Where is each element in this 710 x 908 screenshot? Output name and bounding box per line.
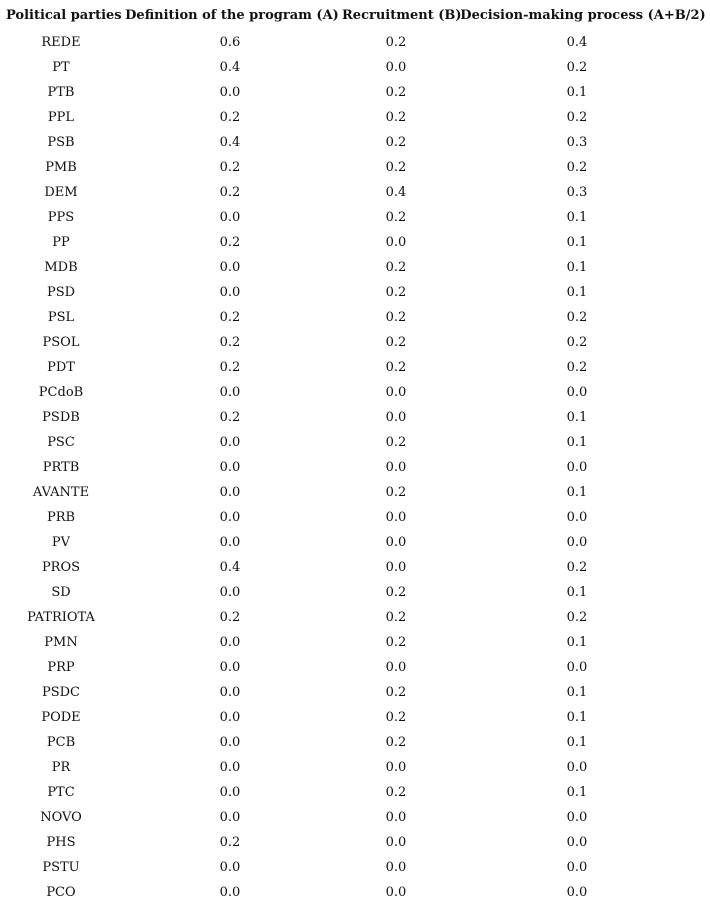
program-cell: 0.4: [219, 560, 241, 575]
decision-cell: 0.1: [566, 735, 588, 750]
recruitment-cell: 0.0: [385, 810, 407, 825]
recruitment-cell: 0.0: [385, 60, 407, 75]
decision-cell: 0.1: [566, 485, 588, 500]
program-cell: 0.0: [219, 285, 241, 300]
recruitment-cell: 0.2: [385, 260, 407, 275]
recruitment-cell: 0.0: [385, 885, 407, 900]
recruitment-cell: 0.0: [385, 560, 407, 575]
program-cell: 0.2: [219, 835, 241, 850]
table-row: [0, 505, 710, 530]
party-cell: PODE: [41, 710, 81, 725]
decision-cell: 0.1: [566, 435, 588, 450]
recruitment-cell: 0.2: [385, 435, 407, 450]
program-cell: 0.0: [219, 210, 241, 225]
party-cell: PPS: [47, 210, 75, 225]
table-row: [0, 805, 710, 830]
party-cell: PSB: [47, 135, 75, 150]
recruitment-cell: 0.2: [385, 735, 407, 750]
program-cell: 0.0: [219, 735, 241, 750]
decision-cell: 0.1: [566, 635, 588, 650]
decision-cell: 0.0: [566, 460, 588, 475]
party-cell: PROS: [41, 560, 81, 575]
table-row: [0, 55, 710, 80]
recruitment-cell: 0.2: [385, 335, 407, 350]
program-cell: 0.4: [219, 60, 241, 75]
program-cell: 0.0: [219, 860, 241, 875]
recruitment-cell: 0.0: [385, 760, 407, 775]
party-cell: PSDB: [42, 410, 80, 425]
table-header-row: [0, 0, 710, 30]
recruitment-cell: 0.0: [385, 510, 407, 525]
table-row: [0, 30, 710, 55]
recruitment-cell: 0.0: [385, 535, 407, 550]
decision-cell: 0.2: [566, 310, 588, 325]
recruitment-cell: 0.2: [385, 310, 407, 325]
table-row: [0, 580, 710, 605]
program-cell: 0.0: [219, 510, 241, 525]
table-row: [0, 555, 710, 580]
table-row: [0, 680, 710, 705]
program-cell: 0.0: [219, 460, 241, 475]
party-cell: PSDC: [41, 685, 81, 700]
program-cell: 0.0: [219, 885, 241, 900]
program-cell: 0.2: [219, 335, 241, 350]
program-cell: 0.0: [219, 385, 241, 400]
program-cell: 0.2: [219, 110, 241, 125]
decision-cell: 0.1: [566, 235, 588, 250]
party-cell: PPL: [47, 110, 75, 125]
program-cell: 0.0: [219, 785, 241, 800]
table-row: [0, 530, 710, 555]
party-cell: PCO: [46, 885, 76, 900]
recruitment-cell: 0.0: [385, 410, 407, 425]
decision-cell: 0.0: [566, 660, 588, 675]
table-row: [0, 155, 710, 180]
party-cell: MDB: [44, 260, 78, 275]
program-cell: 0.2: [219, 310, 241, 325]
decision-cell: 0.1: [566, 85, 588, 100]
party-cell: PSC: [47, 435, 75, 450]
table-row: [0, 105, 710, 130]
table-row: [0, 855, 710, 880]
table-row: [0, 880, 710, 905]
recruitment-cell: 0.2: [385, 485, 407, 500]
program-cell: 0.0: [219, 710, 241, 725]
table-row: [0, 630, 710, 655]
recruitment-cell: 0.0: [385, 385, 407, 400]
program-cell: 0.2: [219, 410, 241, 425]
recruitment-cell: 0.2: [385, 585, 407, 600]
party-cell: PP: [52, 235, 70, 250]
recruitment-cell: 0.4: [385, 185, 407, 200]
decision-cell: 0.1: [566, 260, 588, 275]
table-row: [0, 330, 710, 355]
table-row: [0, 380, 710, 405]
recruitment-cell: 0.2: [385, 710, 407, 725]
decision-cell: 0.1: [566, 685, 588, 700]
header-political-parties: Political parties: [6, 7, 122, 23]
program-cell: 0.2: [219, 360, 241, 375]
party-cell: NOVO: [40, 810, 82, 825]
table-row: [0, 355, 710, 380]
party-cell: PT: [52, 60, 70, 75]
program-cell: 0.0: [219, 485, 241, 500]
recruitment-cell: 0.0: [385, 460, 407, 475]
program-cell: 0.0: [219, 660, 241, 675]
decision-cell: 0.0: [566, 760, 588, 775]
party-cell: PR: [51, 760, 71, 775]
recruitment-cell: 0.2: [385, 35, 407, 50]
program-cell: 0.2: [219, 185, 241, 200]
table-row: [0, 705, 710, 730]
decision-cell: 0.0: [566, 810, 588, 825]
party-cell: DEM: [44, 185, 78, 200]
decision-cell: 0.0: [566, 860, 588, 875]
table-row: [0, 455, 710, 480]
table-row: [0, 755, 710, 780]
table-row: [0, 730, 710, 755]
table-row: [0, 780, 710, 805]
program-cell: 0.0: [219, 260, 241, 275]
decision-cell: 0.2: [566, 360, 588, 375]
header-decision-making-process: Decision-making process (A+B/2): [460, 7, 706, 23]
table-row: [0, 405, 710, 430]
recruitment-cell: 0.2: [385, 635, 407, 650]
party-cell: PMN: [44, 635, 78, 650]
decision-cell: 0.0: [566, 535, 588, 550]
recruitment-cell: 0.2: [385, 610, 407, 625]
party-cell: PRB: [46, 510, 76, 525]
program-cell: 0.0: [219, 435, 241, 450]
header-definition-of-program: Definition of the program (A): [125, 7, 339, 23]
decision-cell: 0.2: [566, 560, 588, 575]
decision-cell: 0.0: [566, 385, 588, 400]
table-row: [0, 830, 710, 855]
decision-cell: 0.1: [566, 585, 588, 600]
decision-cell: 0.1: [566, 285, 588, 300]
table-row: [0, 430, 710, 455]
program-cell: 0.6: [219, 35, 241, 50]
decision-cell: 0.2: [566, 60, 588, 75]
table-row: [0, 180, 710, 205]
decision-cell: 0.3: [566, 185, 588, 200]
table-row: [0, 230, 710, 255]
table-row: [0, 655, 710, 680]
recruitment-cell: 0.2: [385, 360, 407, 375]
party-cell: PATRIOTA: [27, 610, 95, 625]
program-cell: 0.0: [219, 760, 241, 775]
recruitment-cell: 0.2: [385, 685, 407, 700]
program-cell: 0.0: [219, 585, 241, 600]
recruitment-cell: 0.0: [385, 235, 407, 250]
program-cell: 0.0: [219, 635, 241, 650]
party-cell: PHS: [46, 835, 76, 850]
table-row: [0, 130, 710, 155]
recruitment-cell: 0.0: [385, 860, 407, 875]
table-body: [0, 30, 710, 905]
decision-cell: 0.1: [566, 710, 588, 725]
recruitment-cell: 0.0: [385, 835, 407, 850]
party-cell: PSL: [47, 310, 75, 325]
table-row: [0, 605, 710, 630]
party-cell: REDE: [41, 35, 81, 50]
program-cell: 0.0: [219, 810, 241, 825]
party-cell: PSOL: [42, 335, 80, 350]
decision-cell: 0.4: [566, 35, 588, 50]
recruitment-cell: 0.2: [385, 210, 407, 225]
recruitment-cell: 0.2: [385, 110, 407, 125]
program-cell: 0.4: [219, 135, 241, 150]
party-cell: PTB: [47, 85, 75, 100]
decision-cell: 0.1: [566, 410, 588, 425]
table-row: [0, 480, 710, 505]
decision-cell: 0.0: [566, 510, 588, 525]
recruitment-cell: 0.2: [385, 135, 407, 150]
table-row: [0, 305, 710, 330]
party-cell: PMB: [45, 160, 77, 175]
recruitment-cell: 0.2: [385, 785, 407, 800]
decision-cell: 0.2: [566, 335, 588, 350]
program-cell: 0.2: [219, 610, 241, 625]
decision-cell: 0.0: [566, 835, 588, 850]
program-cell: 0.0: [219, 685, 241, 700]
party-cell: PCB: [46, 735, 76, 750]
program-cell: 0.2: [219, 235, 241, 250]
decision-cell: 0.1: [566, 210, 588, 225]
recruitment-cell: 0.2: [385, 160, 407, 175]
decision-cell: 0.2: [566, 160, 588, 175]
party-cell: PRP: [47, 660, 75, 675]
program-cell: 0.2: [219, 160, 241, 175]
party-cell: PDT: [47, 360, 75, 375]
decision-cell: 0.0: [566, 885, 588, 900]
decision-cell: 0.2: [566, 610, 588, 625]
party-cell: AVANTE: [32, 485, 90, 500]
program-cell: 0.0: [219, 85, 241, 100]
table-row: [0, 280, 710, 305]
header-recruitment: Recruitment (B): [342, 7, 462, 23]
decision-cell: 0.3: [566, 135, 588, 150]
recruitment-cell: 0.0: [385, 660, 407, 675]
party-cell: PCdoB: [38, 385, 84, 400]
table-row: [0, 80, 710, 105]
recruitment-cell: 0.2: [385, 85, 407, 100]
party-cell: PSTU: [42, 860, 80, 875]
party-cell: PSD: [46, 285, 76, 300]
party-cell: PRTB: [42, 460, 80, 475]
party-cell: SD: [51, 585, 71, 600]
table-row: [0, 205, 710, 230]
table-row: [0, 255, 710, 280]
recruitment-cell: 0.2: [385, 285, 407, 300]
decision-cell: 0.2: [566, 110, 588, 125]
decision-cell: 0.1: [566, 785, 588, 800]
program-cell: 0.0: [219, 535, 241, 550]
party-cell: PTC: [47, 785, 75, 800]
party-cell: PV: [51, 535, 71, 550]
